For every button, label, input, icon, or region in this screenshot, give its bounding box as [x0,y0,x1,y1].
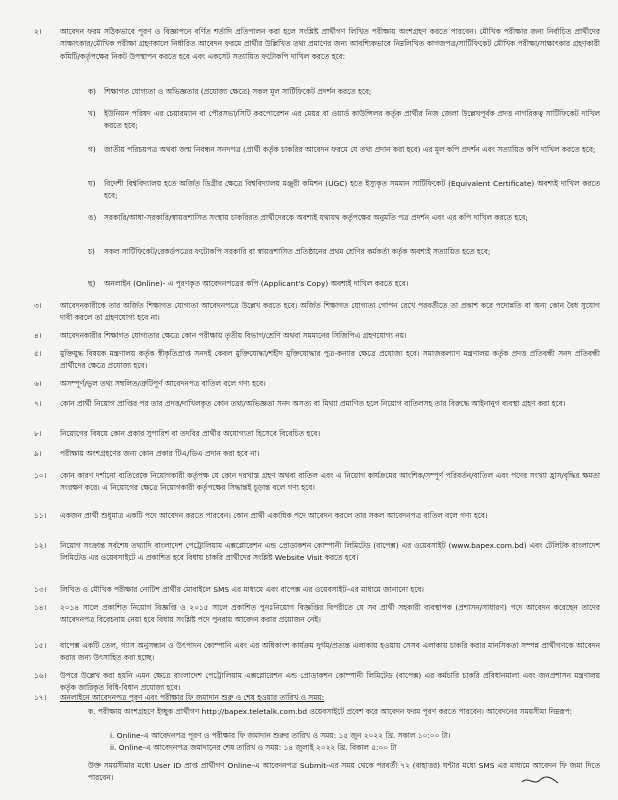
subitem-label: ছ) [88,279,96,288]
item-text: অনলাইনে আবেদনপত্র পূরণ এবং পরীক্ষার ফি জমাদান শুরু ও শেষ হওয়ার তারিখ ও সময়: [60,693,325,702]
subitem-label: গ) [88,145,96,154]
subitem-text: বিদেশী বিশ্ববিদ্যালয় হতে অর্জিত ডিগ্রীর ক্ষেত্রে বিশ্ববিদ্যালয় মঞ্জুরী কমিশন (UGC) হতে ইস্যুকৃত সমমান সার্টিফিকেট (Equivalent Certificate) অবশ্যই দাখিল করতে হবে; [104,179,600,201]
subitem-label: চ) [88,247,95,256]
item-text: নিয়োগ সংক্রান্ত সর্বশেষ তথ্যাদি বাংলাদেশ পেট্রোলিয়াম এক্সপ্লোরেশন এন্ড প্রোডাকশন কোম্পানী লিমিটেড (বাপেক্স) এর ওয়েবসাইট (www.bapex.com.bd) এবং টেলিটক বাংলাদেশ লিমিটেড এর ওয়েবসাইটে এ প্রকাশিত হবে বিধায় চাকরি প্রার্থীদের সংশ্লিষ্ট Website Visit করতে হবে। [60,541,600,563]
item-number: ৭। [34,399,42,408]
item-number: ৮। [34,429,42,438]
item-number: ১২। [34,541,47,550]
item-text: কোন প্রার্থী নিয়োগ প্রাপ্তির পর তার প্রদত্ত/দাখিলকৃত কোন তথ্য/অভিজ্ঞতা সনদ অসত্য বা মিথ্যা প্রমাণিত হলে নিয়োগ বাতিলসহ তার বিরুদ্ধে আইনানুগ ব্যবস্থা গ্রহণ করা হবে। [60,399,566,408]
item-number: ৩। [34,301,42,310]
item-number: ১৪। [34,603,47,612]
item-text: মুক্তিযুদ্ধ বিষয়ক মন্ত্রণালয় কর্তৃক স্বীকৃতিপ্রাপ্ত সনদই কেবল মুক্তিযোদ্ধা/শহীদ মুক্তিযোদ্ধার পুত্র-কন্যার ক্ষেত্রে প্রযোজ্য হবে। সমাজকল্যাণ মন্ত্রণালয় কর্তৃক প্রদত্ত প্রতিবন্ধী সনদ প্রতিবন্ধী প্রার্থীদের ক্ষেত্রে প্রযোজ্য হবে। [60,349,600,371]
item-number: ১১। [34,511,47,520]
item-number: ১৬। [34,671,47,680]
item-number: ২। [34,27,42,36]
item-text: আবেদনকারীকে তার অর্জিত শিক্ষাগত যোগ্যতা আবেদনপত্রে উল্লেখ করতে হবে। অর্জিত শিক্ষাগত যোগ্যতা গোপন রেখে পরবর্তীতে তা প্রকাশ করে পদোন্নতি বা অন্য কোন বৈধ সুযোগ দাবী করলে তা গ্রহণযোগ্য হবে না। [60,301,600,323]
item-text: নিয়োগের বিষয়ে কোন প্রকার সুপারিশ বা তদবির প্রার্থীর অযোগ্যতা হিসেবে বিবেচিত হবে। [60,429,321,438]
item-number: ১০। [34,471,47,480]
item-number: ৯। [34,449,42,458]
item-text: ২০১৪ সালে প্রকাশিত নিয়োগ বিজ্ঞপ্তি ও ২০১৫ সালে প্রকাশিত পুনঃনিয়োগ বিজ্ঞপ্তির বিপরীতে যে সব প্রার্থী সহকারী ব্যবস্থাপক (প্রশাসন/সাধারণ) পদে আবেদন করেছেন তাদের আবেদনপত্র বিবেচনায় নেয়া হবে বিধায় সংশ্লিষ্ট পদে পুনরায় আবেদন করার প্রয়োজন নেই। [60,603,600,625]
item-text: উপরে উল্লেখ করা হয়নি এমন ক্ষেত্রে বাংলাদেশ পেট্রোলিয়াম এক্সপ্লোরেশন এন্ড প্রোডাকশন কোম্পানী লিমিটেড (বাপেক্স) এর কর্মচারি চাকরি প্রবিধানমালা এবং জনপ্রশাসন মন্ত্রণালয় কর্তৃক জারিকৃত বিধি-বিধান প্রযোজ্য হবে। [60,671,600,693]
item-text: বাপেক্স একটি তেল, গ্যাস অনুসন্ধান ও উৎপাদন কোম্পানি এবং এর অধিকাংশ কার্যক্রম দুর্গম/প্রত্যন্ত এলাকায় হওয়ায় সেসব এলাকায় চাকরি করার মানসিকতা সম্পন্ন প্রার্থীগণকে আবেদন করার জন্য উৎসাহিত করা হচ্ছে। [60,641,600,663]
item-text: লিখিত ও মৌখিক পরীক্ষার নোটিশ প্রার্থীর মোবাইলে SMS এর মাধ্যমে এবং বাপেক্স এর ওয়েবসাইট-এর মাধ্যমে জানানো হবে। [60,585,424,594]
item-number: ৪। [34,331,42,340]
subitem-text: জাতীয় পরিচয়পত্র অথবা জন্ম নিবন্ধন সনদপত্র (প্রার্থী কর্তৃক চাকরির আবেদন ফরমে যে তথ্য প্রদান করা হবে) এর মূল কপি প্রদর্শন এবং সত্যায়িত কপি দাখিল করতে হবে; [104,145,596,154]
item-number: ৫। [34,349,42,358]
subitem-label: ঘ) [88,179,96,188]
item-number: ১৩। [34,585,47,594]
subitem-text: শিক্ষাগত যোগ্যতা ও অভিজ্ঞতার (প্রযোজ্য ক্ষেত্রে) সকল মূল সার্টিফিকেট প্রদর্শন করতে হবে; [104,87,372,96]
item-number: ১৭। [34,693,47,702]
section17-line-a: ক. পরীক্ষায় অংশগ্রহণে ইচ্ছুক প্রার্থীগণ http://bapex.teletalk.com.bd ওয়েবসাইটে প্রবেশ করে আবেদন ফরম পূরণ করতে পারবেন। আবেদনের সময়সীমা নিম্নরূপ: [88,707,573,716]
subitem-label: ক) [88,87,97,96]
subitem-text: সকল সার্টিফিকেট/রেকর্ডপত্রের ফটোকপি সরকারি বা স্বায়ত্তশাসিত প্রতিষ্ঠানের প্রথম শ্রেণির কর্মকর্তা কর্তৃক অবশ্যই সত্যায়িত হতে হবে; [104,247,491,256]
item-text: আবেদন ফরম সঠিকভাবে পূরণ ও বিজ্ঞাপনে বর্ণিত শর্তাদি প্রতিপালন করা হলে সংশ্লিষ্ট প্রার্থীগণ লিখিত পরীক্ষায় অংশগ্রহণ করতে পারবেন। মৌখিক পরীক্ষার জন্য নির্বাচিত প্রার্থীদের সাক্ষাৎকার/মৌখিক পরীক্ষা গ্রহণকালে নির্ধারিত আবেদন ফরমে প্রার্থীর উল্লিখিত তথ্য প্রমাণের জন্য আবশ্যিকভাবে নিম্নলিখিত কাগজপত্র/সার্টিফিকেট মৌখিক পরীক্ষা/সাক্ষাৎকার গ্রহণকারী কমিটি/কর্তৃপক্ষের নিকট উপস্থাপন করতে হবে এবং একসেট সত্যায়িত ফটোকপি দাখিল করতে হবে: [60,27,600,61]
subitem-text: সরকারি/আধা-সরকারি/স্বায়ত্তশাসিত সংস্থায় চাকরিরত প্রার্থীদেরকে অবশ্যই যথাযথ কর্তৃপক্ষের অনুমতি পত্র প্রদর্শন এবং এর কপি দাখিল করতে হবে; [104,213,528,222]
subitem-text: ইউনিয়ন পরিষদ এর চেয়ারম্যান বা পৌরসভা/সিটি করপোরেশন এর মেয়র বা ওয়ার্ড কাউন্সিলর কর্তৃক প্রার্থীর নিজ জেলা উল্লেখপূর্বক প্রদত্ত নাগরিকত্ব সার্টিফিকেট দাখিল করতে হবে; [104,109,600,131]
item-text: কোন কারণ দর্শানো ব্যতিরেকে নিয়োগকারী কর্তৃপক্ষ যে কোন দরখাস্ত গ্রহণ অথবা বাতিল এবং এ নিয়োগ কার্যক্রমের আংশিক/সম্পূর্ণ পরিবর্তন/বাতিল এবং পদের সংখ্যা হ্রাস/বৃদ্ধির ক্ষমতা সংরক্ষণ করে। এ নিয়োগের ক্ষেত্রে নিয়োগকারী কর্তৃপক্ষের সিদ্ধান্তই চূড়ান্ত বলে গণ্য হবে। [60,471,600,493]
subitem-label: ঙ) [88,213,97,222]
item-text: আবেদনকারীর শিক্ষাগত যোগ্যতার ক্ষেত্রে কোন পরীক্ষায় তৃতীয় বিভাগ/শ্রেণি অথবা সমমানের সিজিপিএ গ্রহণযোগ্য নয়। [60,331,407,340]
item-text: পরীক্ষায় অংশগ্রহণের জন্য কোন প্রকার টিএ/ডিএ প্রদান করা হবে না। [60,449,260,458]
section17-closing: উক্ত সময়সীমার মধ্যে User ID প্রাপ্ত প্রার্থীগণ Online-এ আবেদনপত্র Submit-এর সময় থেকে পরবর্তী ৭২ (বাহাত্তর) ঘন্টার মধ্যে SMS এর মাধ্যমে আবেদন ফি জমা দিতে পারবেন। [88,761,600,783]
subitem-label: খ) [88,109,96,118]
item-number: ৬। [34,379,42,388]
item-text: একজন প্রার্থী শুধুমাত্র একটি পদে আবেদন করতে পারবেন। কোন প্রার্থী একাধিক পদে আবেদন করলে তার সকল আবেদনপত্র বাতিল বলে গণ্য হবে। [60,511,488,520]
item-text: অসম্পূর্ণ/ভুল তথ্য সম্বলিত/ত্রুটিপূর্ণ আবেদনপত্র বাতিল বলে গণ্য হবে। [60,379,266,388]
signature-mark [520,774,560,786]
subitem-text: অনলাইন (Online)- এ পূরণকৃত আবেদনপত্রের কপি (Applicant's Copy) অবশ্যই দাখিল করতে হবে। [104,279,409,288]
section17-line-i: i. Online-এ আবেদনপত্র পূরণ ও পরীক্ষার ফি জমাদান শুরুর তারিখ ও সময়: ১৫ জুন ২০২২ খ্রি. সকাল ১০:০০ টা। [110,731,451,740]
item-number: ১৫। [34,641,47,650]
section17-line-ii: ii. Online-এ আবেদনপত্র জমাদানের শেষ তারিখ ও সময়: ১৪ জুলাই ২০২২ খ্রি. বিকাল ৫:০০ টা [110,743,397,752]
